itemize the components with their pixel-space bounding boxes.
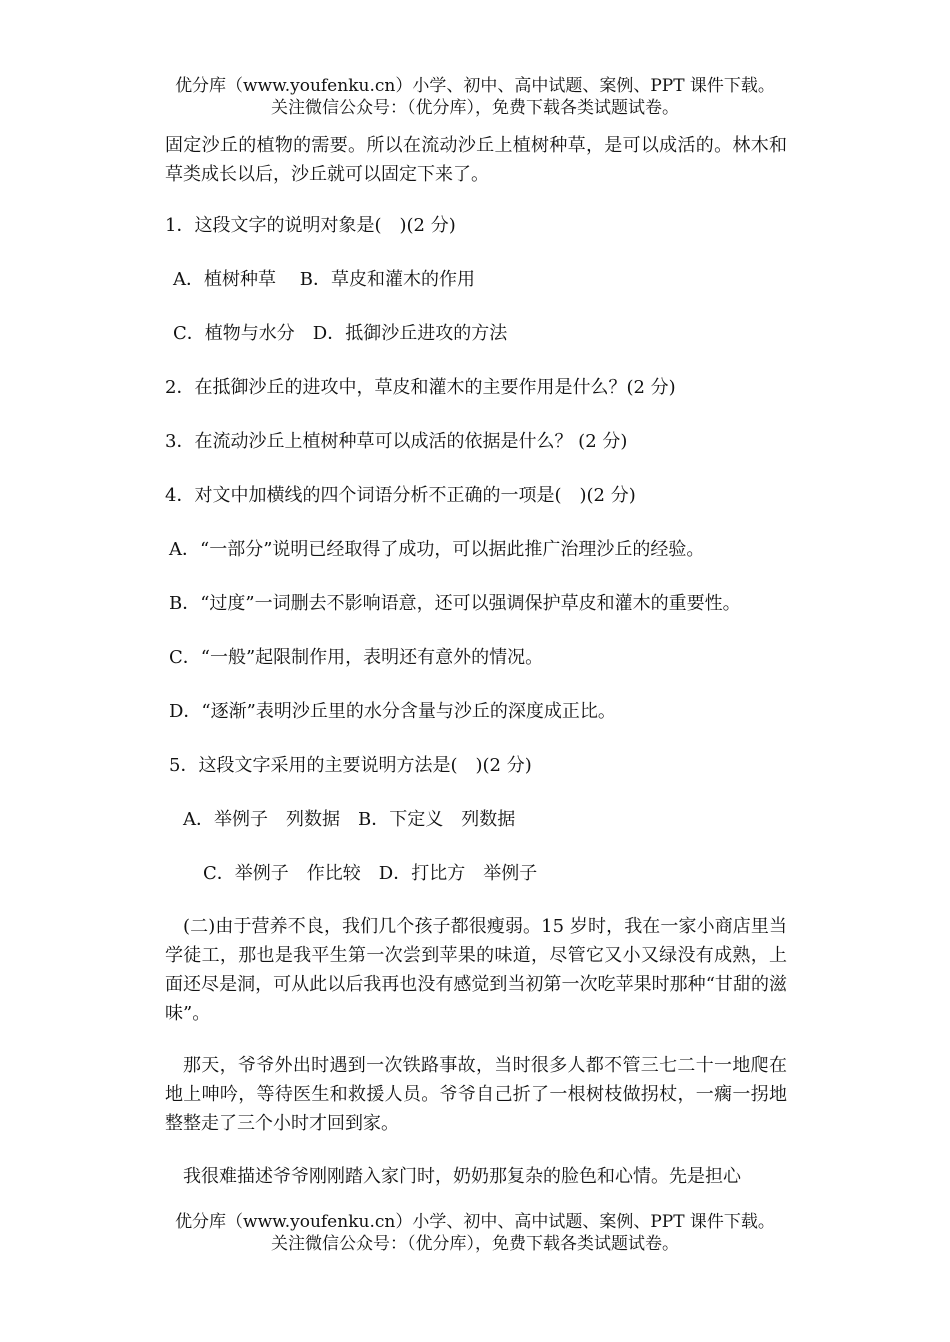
question-4-option-d: D．“逐渐”表明沙丘里的水分含量与沙丘的深度成正比。 [169,701,616,722]
question-3: 3．在流动沙丘上植树种草可以成活的依据是什么？ (2 分) [165,431,628,452]
question-5-options-ab: A．举例子 列数据 B．下定义 列数据 [183,809,516,830]
page-header [0,75,950,119]
question-4-option-a: A．“一部分”说明已经取得了成功，可以据此推广治理沙丘的经验。 [169,539,705,560]
question-5: 5．这段文字采用的主要说明方法是( )(2 分) [169,755,532,776]
question-1: 1．这段文字的说明对象是( )(2 分) [165,215,456,236]
question-4-option-c: C．“一般”起限制作用，表明还有意外的情况。 [169,647,544,668]
passage2-paragraph-2: 那天，爷爷外出时遇到一次铁路事故，当时很多人都不管三七二十一地爬在地上呻吟，等待医生和救援人员。爷爷自己折了一根树枝做拐杖，一瘸一拐地整整走了三个小时才回到家。 [165,1055,787,1134]
header-line-2: 关注微信公众号：（优分库），免费下载各类试题试卷。 [271,98,679,118]
question-1-options-ab: A．植树种草 B．草皮和灌木的作用 [173,269,475,290]
footer-line-2: 关注微信公众号：（优分库），免费下载各类试题试卷。 [271,1234,679,1254]
page-footer [0,1211,950,1255]
question-2: 2．在抵御沙丘的进攻中，草皮和灌木的主要作用是什么？(2 分) [165,377,676,398]
header-line-1: 优分库（www.youfenku.cn）小学、初中、高中试题、案例、PPT 课件下载。 [175,76,775,96]
question-1-options-cd: C．植物与水分 D．抵御沙丘进攻的方法 [173,323,508,344]
footer-line-1: 优分库（www.youfenku.cn）小学、初中、高中试题、案例、PPT 课件下载。 [175,1212,775,1232]
passage-paragraph: 固定沙丘的植物的需要。所以在流动沙丘上植树种草，是可以成活的。林木和草类成长以后，沙丘就可以固定下来了。 [165,135,787,185]
question-4-option-b: B．“过度”一词删去不影响语意，还可以强调保护草皮和灌木的重要性。 [169,593,741,614]
passage2-paragraph-3: 我很难描述爷爷刚刚踏入家门时，奶奶那复杂的脸色和心情。先是担心 [183,1166,741,1187]
question-5-options-cd: C．举例子 作比较 D．打比方 举例子 [203,863,538,884]
passage2-paragraph-1: (二)由于营养不良，我们几个孩子都很瘦弱。15 岁时，我在一家小商店里当学徒工，那也是我平生第一次尝到苹果的味道，尽管它又小又绿没有成熟，上面还尽是洞，可从此以后我再也没有感觉到当初第一次吃苹果时那种“甘甜的滋味”。 [165,916,787,1024]
question-4: 4．对文中加横线的四个词语分析不正确的一项是( )(2 分) [165,485,636,506]
